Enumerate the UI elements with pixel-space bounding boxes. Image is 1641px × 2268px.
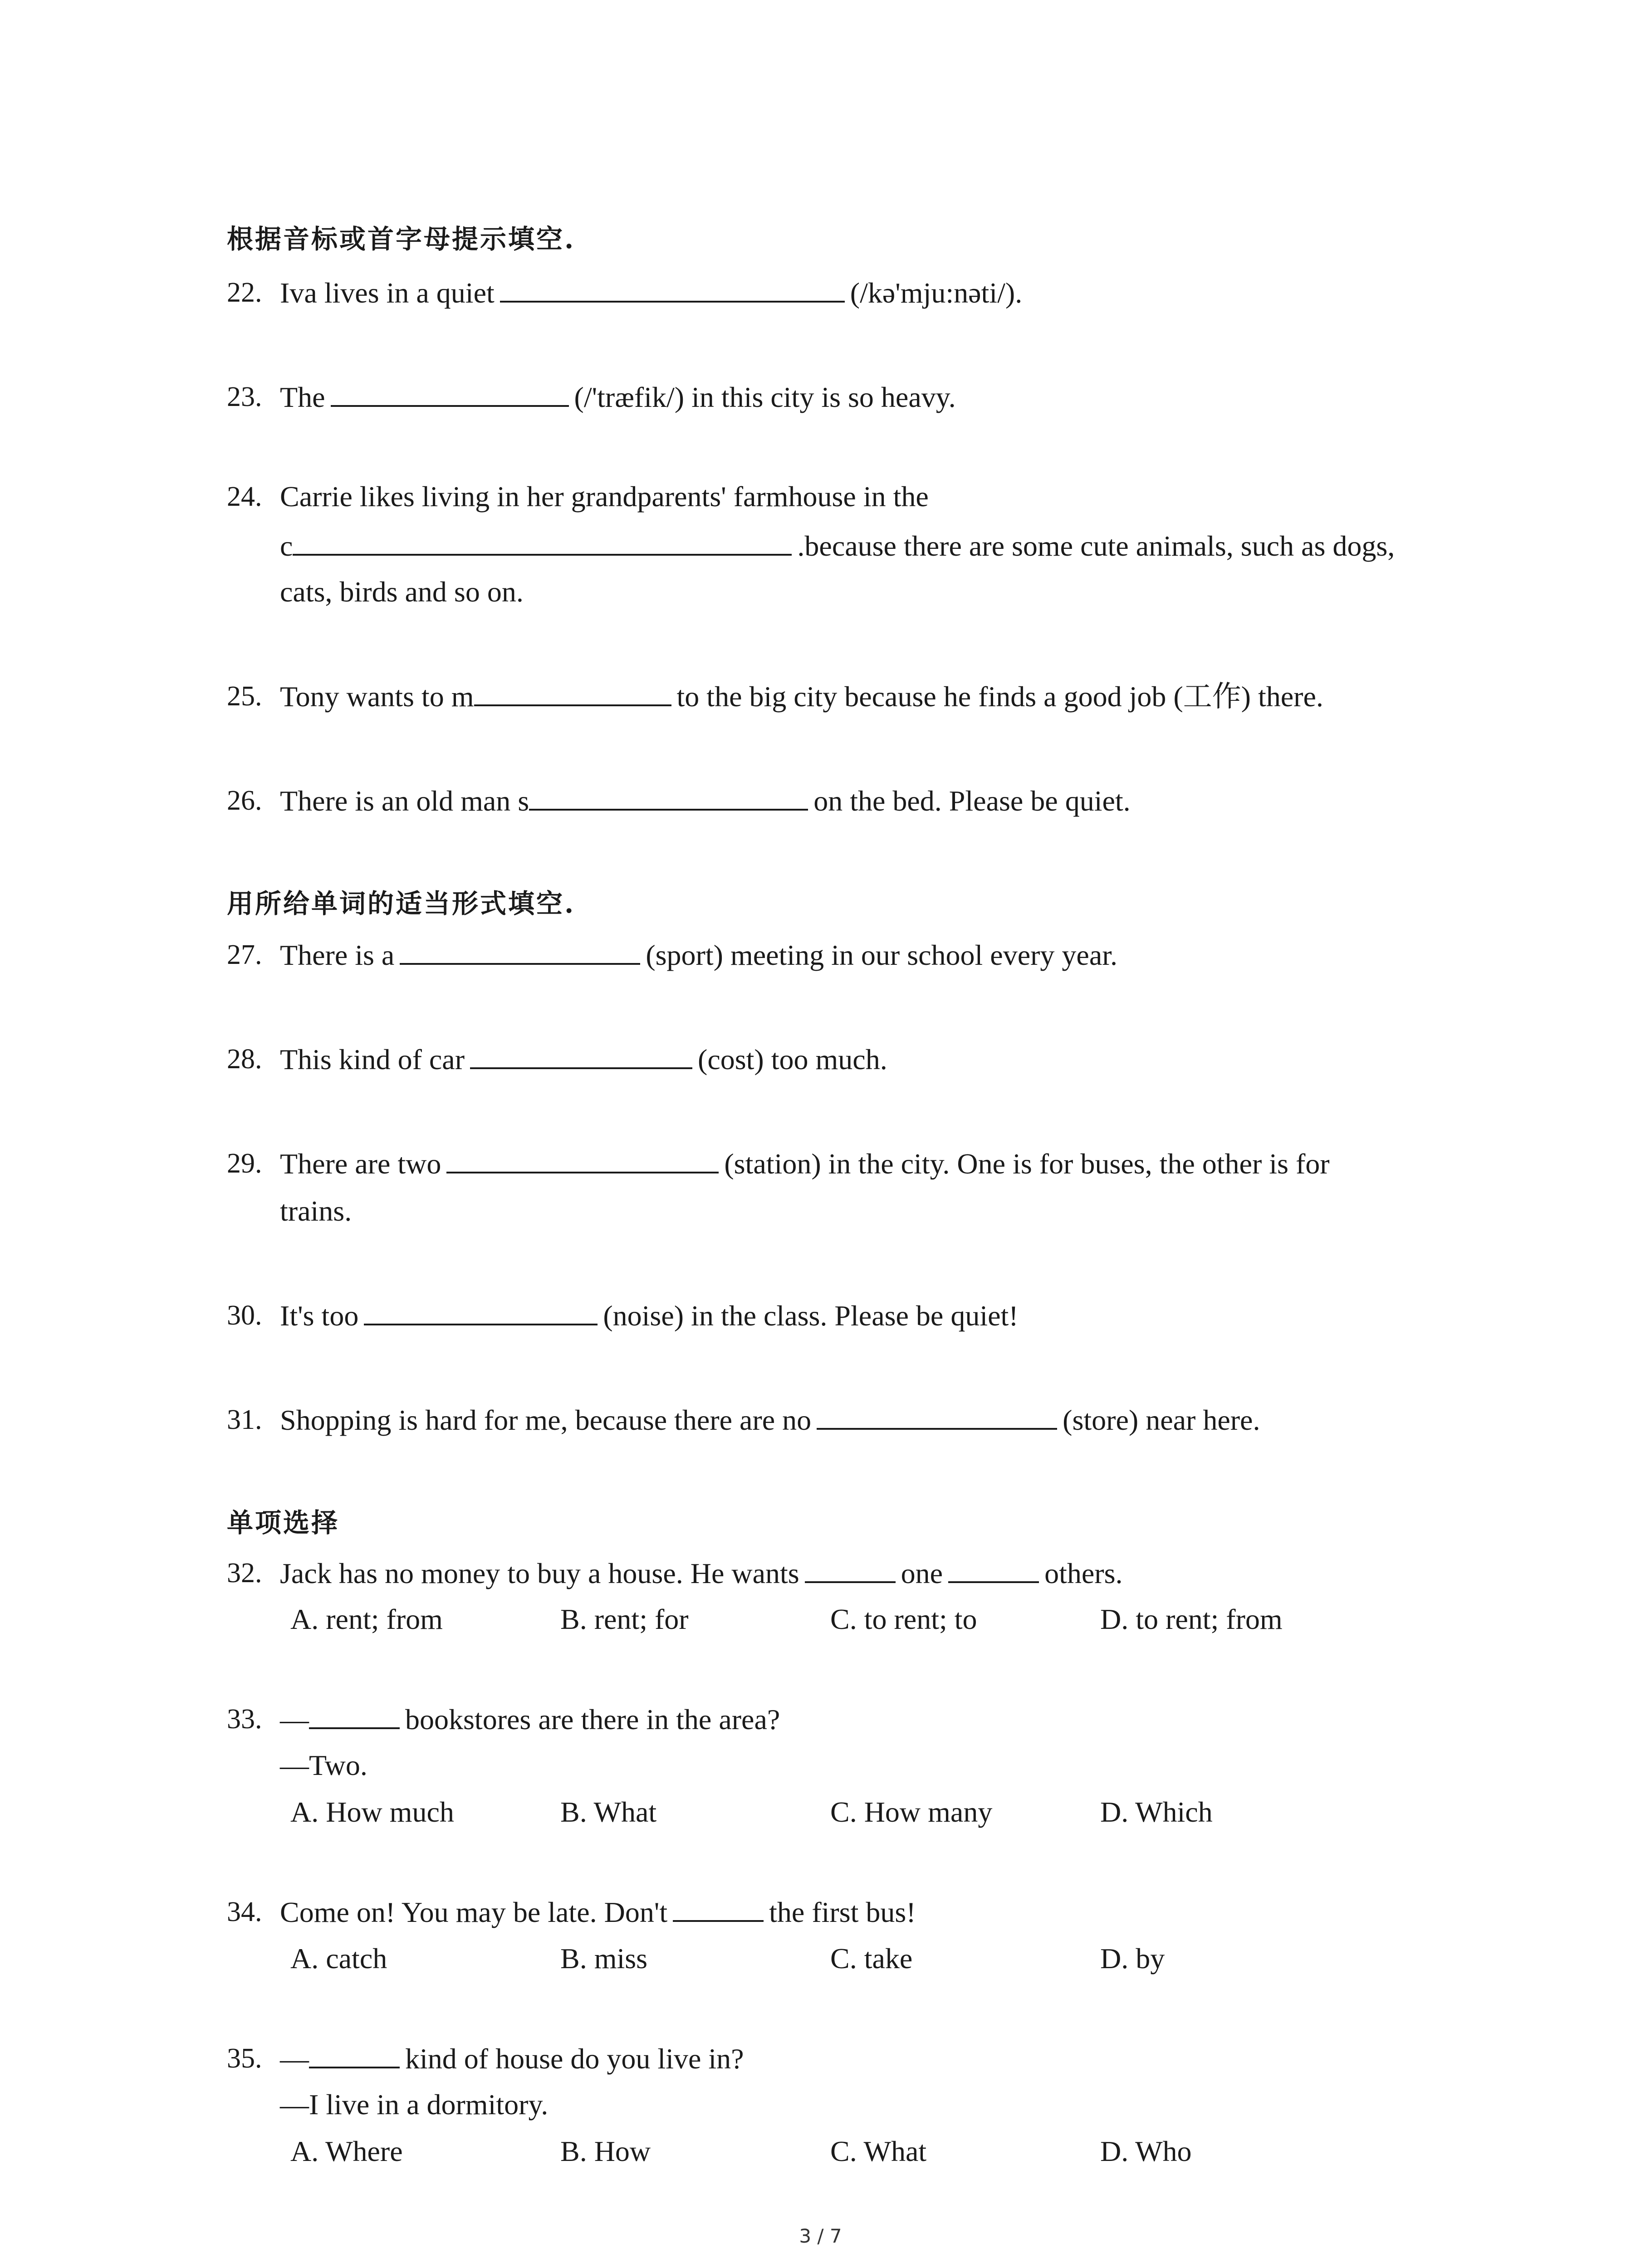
question-number: 33. — [227, 1704, 262, 1735]
answer-blank[interactable] — [309, 1701, 400, 1729]
question-number: 26. — [227, 785, 262, 816]
answer-blank[interactable] — [309, 2040, 400, 2068]
option-b[interactable]: B. What — [560, 1796, 657, 1828]
option-c[interactable]: C. take — [830, 1942, 913, 1975]
page-number: 3 / 7 — [799, 2225, 842, 2247]
option-c[interactable]: C. How many — [830, 1796, 993, 1828]
question-number: 29. — [227, 1148, 262, 1179]
option-a[interactable]: A. Where — [290, 2135, 403, 2167]
section-heading: 用所给单词的适当形式填空. — [227, 888, 576, 919]
answer-blank[interactable] — [817, 1402, 1057, 1430]
answer-blank[interactable] — [529, 782, 808, 811]
option-d[interactable]: D. to rent; from — [1100, 1603, 1283, 1635]
answer-blank[interactable] — [805, 1555, 896, 1583]
option-b[interactable]: B. miss — [560, 1942, 648, 1975]
answer-blank[interactable] — [364, 1297, 598, 1325]
option-a[interactable]: A. How much — [290, 1796, 454, 1828]
question-text: The (/'træfik/) in this city is so heavy. — [280, 379, 956, 415]
question-text: This kind of car (cost) too much. — [280, 1041, 887, 1078]
answer-blank[interactable] — [446, 1145, 719, 1173]
question-text: — kind of house do you live in? — [280, 2040, 744, 2077]
answer-blank[interactable] — [293, 528, 792, 556]
option-c[interactable]: C. to rent; to — [830, 1603, 977, 1635]
question-text: It's too (noise) in the class. Please be quiet! — [280, 1297, 1019, 1334]
option-b[interactable]: B. rent; for — [560, 1603, 689, 1635]
answer-line: —I live in a dormitory. — [280, 2088, 549, 2121]
option-a[interactable]: A. rent; from — [290, 1603, 443, 1635]
question-number: 35. — [227, 2043, 262, 2074]
section-heading: 单项选择 — [227, 1507, 340, 1538]
answer-blank[interactable] — [470, 1041, 692, 1069]
question-number: 31. — [227, 1404, 262, 1435]
question-text: There is an old man s on the bed. Please be quiet. — [280, 782, 1131, 819]
answer-blank[interactable] — [474, 678, 671, 706]
answer-blank[interactable] — [500, 274, 845, 303]
option-d[interactable]: D. Who — [1100, 2135, 1192, 2167]
question-text: Iva lives in a quiet (/kə'mju:nəti/). — [280, 274, 1022, 311]
question-number: 30. — [227, 1300, 262, 1331]
question-number: 23. — [227, 381, 262, 412]
option-c[interactable]: C. What — [830, 2135, 927, 2167]
option-b[interactable]: B. How — [560, 2135, 651, 2167]
question-number: 22. — [227, 277, 262, 308]
answer-line: —Two. — [280, 1749, 367, 1781]
question-number: 28. — [227, 1044, 262, 1075]
question-text: Jack has no money to buy a house. He wants one others. — [280, 1555, 1122, 1592]
question-number: 25. — [227, 681, 262, 712]
answer-blank[interactable] — [948, 1555, 1039, 1583]
question-text: There is a (sport) meeting in our school every year. — [280, 937, 1117, 973]
question-text: Carrie likes living in her grandparents' farmhouse in the — [280, 480, 929, 513]
question-text: c .because there are some cute animals, such as dogs, — [280, 528, 1395, 564]
question-text: cats, birds and so on. — [280, 576, 524, 608]
answer-blank[interactable] — [331, 379, 569, 407]
question-text: Come on! You may be late. Don't the first bus! — [280, 1894, 916, 1931]
answer-blank[interactable] — [400, 937, 640, 965]
answer-blank[interactable] — [673, 1894, 764, 1922]
question-text: Tony wants to m to the big city because he finds a good job (工作) there. — [280, 678, 1323, 715]
option-d[interactable]: D. by — [1100, 1942, 1165, 1975]
question-text: — bookstores are there in the area? — [280, 1701, 780, 1738]
section-heading: 根据音标或首字母提示填空. — [227, 224, 576, 254]
question-number: 34. — [227, 1897, 262, 1927]
question-text: Shopping is hard for me, because there are no (store) near here. — [280, 1402, 1260, 1438]
question-number: 27. — [227, 939, 262, 970]
question-text: trains. — [280, 1195, 352, 1227]
option-d[interactable]: D. Which — [1100, 1796, 1213, 1828]
question-number: 24. — [227, 481, 262, 512]
option-a[interactable]: A. catch — [290, 1942, 387, 1975]
question-text: There are two (station) in the city. One is for buses, the other is for — [280, 1145, 1330, 1182]
question-number: 32. — [227, 1558, 262, 1589]
